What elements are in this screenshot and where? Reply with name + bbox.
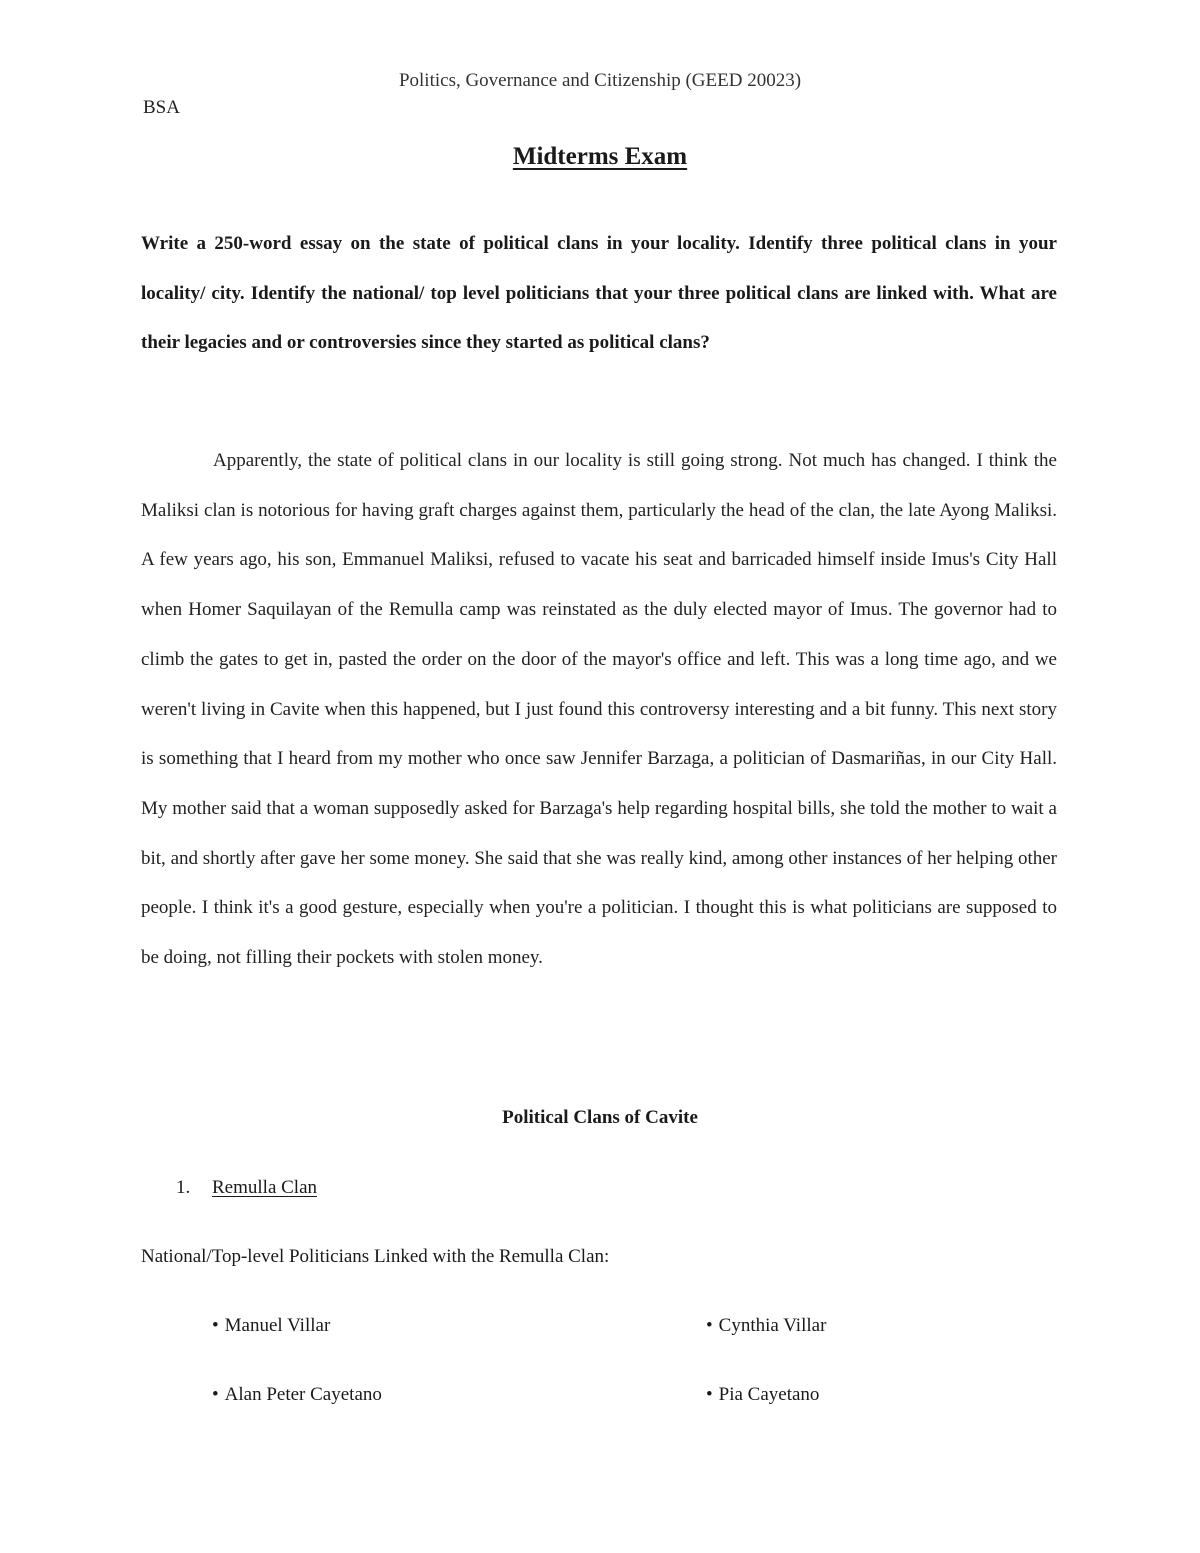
bullet-icon: • [212, 1384, 219, 1405]
politician-name: Pia Cayetano [718, 1384, 820, 1405]
politician-name: Cynthia Villar [718, 1315, 827, 1336]
politician-name: Manuel Villar [224, 1315, 331, 1336]
politician-item [706, 1384, 819, 1406]
linked-politicians-label: National/Top-level Politicians Linked with the Remulla Clan: [141, 1246, 610, 1267]
bullet-icon: • [212, 1315, 219, 1336]
section-heading: Political Clans of Cavite [502, 1107, 698, 1128]
bullet-icon: • [706, 1384, 713, 1405]
politician-item [706, 1315, 826, 1337]
bullet-icon: • [706, 1315, 713, 1336]
exam-title: Midterms Exam [512, 143, 688, 170]
clan-name: Remulla Clan [212, 1177, 318, 1198]
politician-item [212, 1384, 382, 1406]
list-number: 1. [176, 1177, 191, 1198]
politician-name: Alan Peter Cayetano [224, 1384, 382, 1405]
course-header: Politics, Governance and Citizenship (GEED 20023) [398, 70, 802, 91]
essay-paragraph: Apparently, the state of political clans in our locality is still going strong. Not much has changed. I think the Maliksi clan is notorious for having graft charges against them, particularly the head of the clan, the late Ayong Maliksi. A few years ago, his son, Emmanuel Maliksi, refused to vacate his seat and barricaded himself inside Imus's City Hall when Homer Saquilayan of the Remulla camp was reinstated as the duly elected mayor of Imus. The governor had to climb the gates to get in, pasted the order on the door of the mayor's office and left. This was a long time ago, and we weren't living in Cavite when this happened, but I just found this controversy interesting and a bit funny. This next story is something that I heard from my mother who once saw Jennifer Barzaga, a politician of Dasmariñas, in our City Hall. My mother said that a woman supposedly asked for Barzaga's help regarding hospital bills, she told the mother to wait a bit, and shortly after gave her some money. She said that she was really kind, among other instances of her helping other people. I think it's a good gesture, especially when you're a politician. I thought this is what politicians are supposed to be doing, not filling their pockets with stolen money. [141, 450, 1057, 969]
exam-prompt: Write a 250-word essay on the state of political clans in your locality. Identify three political clans in your locality/ city. Identify the national/ top level politicians that your three political clans are linked with. What are their legacies and or controversies since they started as political clans? [141, 233, 1057, 354]
clan-list-item [176, 1177, 317, 1199]
program-label: BSA [143, 97, 180, 118]
politician-item [212, 1315, 330, 1337]
